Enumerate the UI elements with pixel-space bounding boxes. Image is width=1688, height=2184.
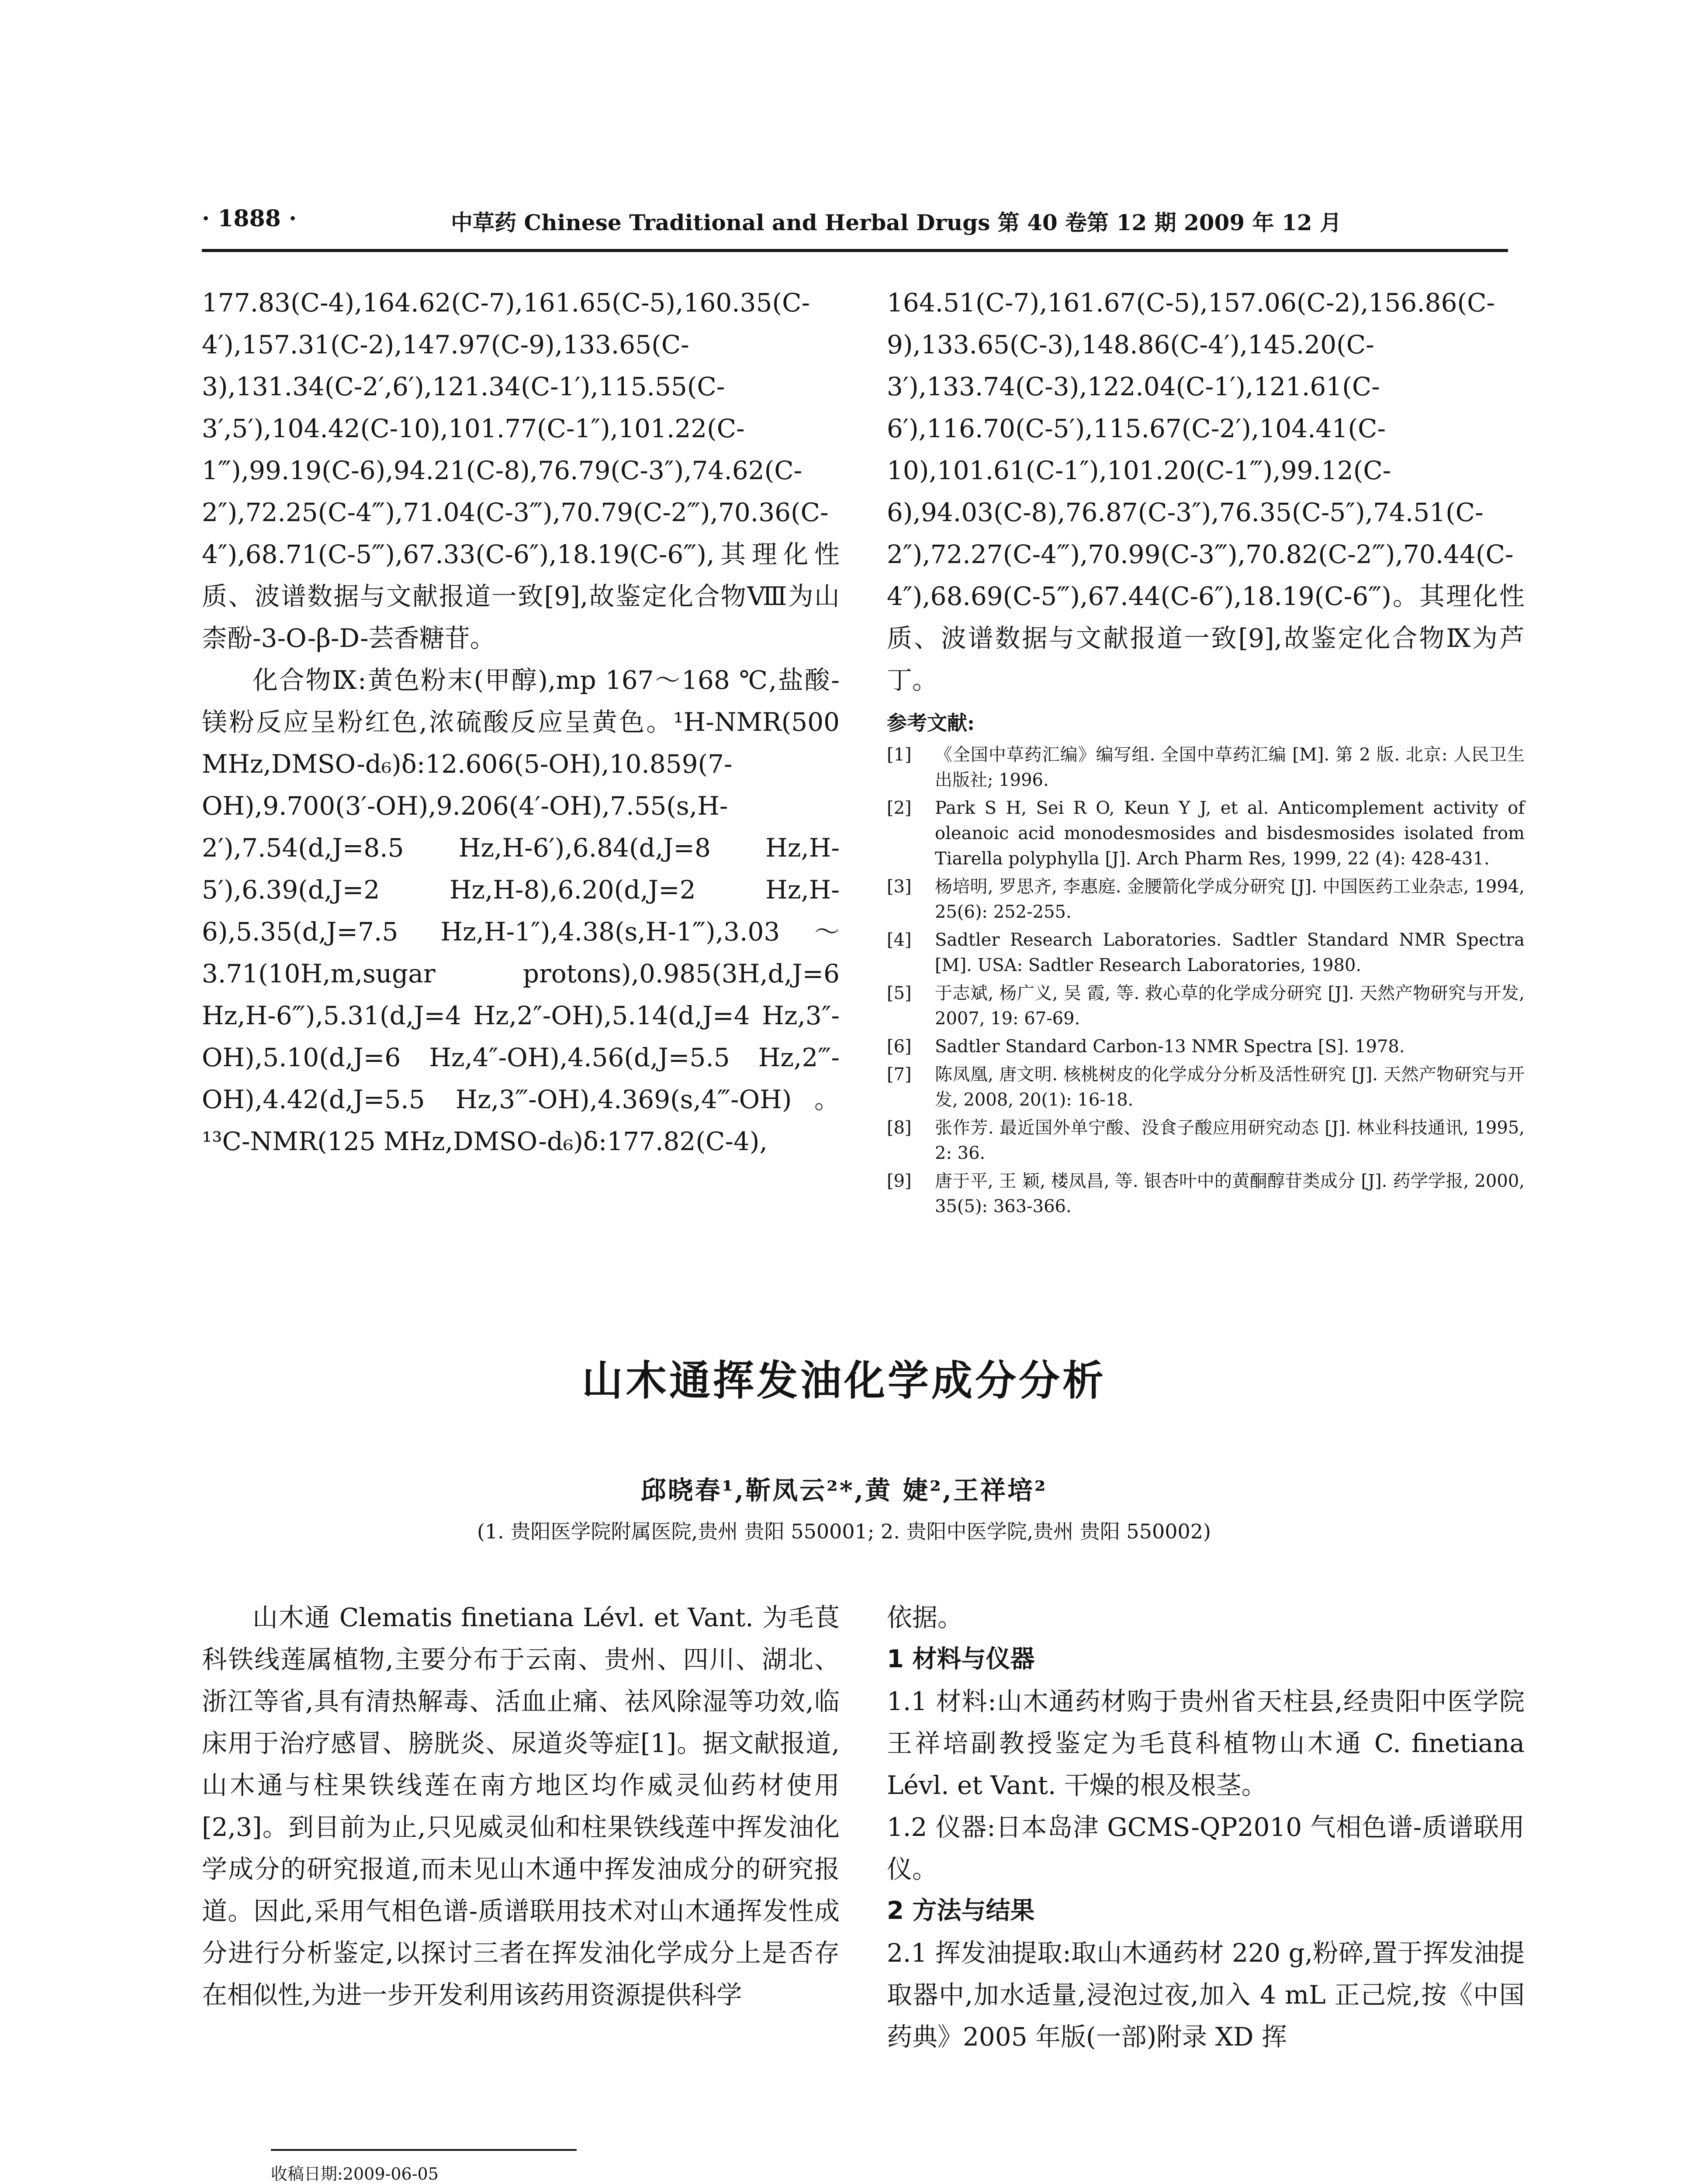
instruments-paragraph: 1.2 仪器:日本岛津 GCMS-QP2010 气相色谱-质谱联用仪。 bbox=[887, 1812, 1525, 1884]
references-heading: 参考文献: bbox=[887, 711, 975, 735]
reference-item: [1] 《全国中草药汇编》编写组. 全国中草药汇编 [M]. 第 2 版. 北京: 人民卫生出版社; 1996. bbox=[887, 745, 1525, 790]
reference-item: [8] 张作芳. 最近国外单宁酸、没食子酸应用研究动态 [J]. 林业科技通讯, 1995, 2: 36. bbox=[887, 1118, 1525, 1163]
reference-item: [5] 于志斌, 杨广义, 吴 霞, 等. 救心草的化学成分研究 [J]. 天然产物研究与开发, 2007, 19: 67-69. bbox=[887, 983, 1525, 1029]
reference-item: [7] 陈凤凰, 唐文明. 核桃树皮的化学成分分析及活性研究 [J]. 天然产物研究与开发, 2008, 20(1): 16-18. bbox=[887, 1064, 1525, 1110]
materials-paragraph: 1.1 材料:山木通药材购于贵州省天柱县,经贵阳中医学院王祥培副教授鉴定为毛茛科植物山木通 C. finetiana Lévl. et Vant. 干燥的根及根茎。 bbox=[887, 1686, 1525, 1800]
top-right-column bbox=[887, 282, 1525, 1222]
received-date: 收稿日期:2009-06-05 bbox=[271, 2164, 439, 2184]
running-header bbox=[202, 201, 1508, 240]
intro-paragraph-end: 依据。 bbox=[887, 1603, 963, 1632]
footnotes bbox=[271, 2162, 1494, 2184]
reference-item: [9] 唐于平, 王 颖, 楼凤昌, 等. 银杏叶中的黄酮醇苷类成分 [J]. 药学学报, 2000, 35(5): 363-366. bbox=[887, 1171, 1525, 1216]
article-title: 山木通挥发油化学成分分析 bbox=[581, 1357, 1106, 1405]
author-line: 邱晓春¹,靳凤云²*,黄 婕²,王祥培² bbox=[640, 1476, 1048, 1505]
footnote-rule bbox=[271, 2149, 577, 2151]
nmr-data-continued: 164.51(C-7),161.67(C-5),157.06(C-2),156.86(C-9),133.65(C-3),148.86(C-4′),145.20(C-3′),133.74(C-3),122.04(C-1′),121.61(C-6′),116.70(C-5′),115.67(C-2′),104.41(C-10),101.61(C-1″),101.20(C-1‴),99.12(C-6),94.03(C-8),76.87(C-3″),76.35(C-5″),74.51(C-2″),72.27(C-4‴),70.99(C-3‴),70.82(C-2‴),70.44(C-4″),68.69(C-5‴),67.44(C-6″),18.19(C-6‴)。其理化性质、波谱数据与文献报道一致[9],故鉴定化合物Ⅸ为芦丁。 bbox=[887, 288, 1525, 695]
top-left-column bbox=[202, 282, 840, 1162]
nmr-data-paragraph: 177.83(C-4),164.62(C-7),161.65(C-5),160.35(C-4′),157.31(C-2),147.97(C-9),133.65(C-3),131.34(C-2′,6′),121.34(C-1′),115.55(C-3′,5′),104.42(C-10),101.77(C-1″),101.22(C-1‴),99.19(C-6),94.21(C-8),76.79(C-3″),74.62(C-2″),72.25(C-4‴),71.04(C-3‴),70.79(C-2‴),70.36(C-4″),68.71(C-5‴),67.33(C-6″),18.19(C-6‴),其理化性质、波谱数据与文献报道一致[9],故鉴定化合物Ⅷ为山柰酚-3-O-β-D-芸香糖苷。 bbox=[202, 288, 840, 653]
section-heading: 1 材料与仪器 bbox=[887, 1645, 1035, 1673]
reference-item: [4] Sadtler Research Laboratories. Sadtler Standard NMR Spectra [M]. USA: Sadtler Research Laboratories, 1980. bbox=[887, 930, 1525, 975]
body-right-column bbox=[887, 1597, 1525, 2058]
reference-list bbox=[887, 742, 1525, 1219]
compound-9-paragraph: 化合物Ⅸ:黄色粉末(甲醇),mp 167～168 ℃,盐酸-镁粉反应呈粉红色,浓硫酸反应呈黄色。¹H-NMR(500 MHz,DMSO-d₆)δ:12.606(5-OH),10.859(7-OH),9.700(3′-OH),9.206(4′-OH),7.55(s,H-2′),7.54(d,J=8.5 Hz,H-6′),6.84(d,J=8 Hz,H-5′),6.39(d,J=2 Hz,H-8),6.20(d,J=2 Hz,H-6),5.35(d,J=7.5 Hz,H-1″),4.38(s,H-1‴),3.03～3.71(10H,m,sugar protons),0.985(3H,d,J=6 Hz,H-6‴),5.31(d,J=4 Hz,2″-OH),5.14(d,J=4 Hz,3″-OH),5.10(d,J=6 Hz,4″-OH),4.56(d,J=5.5 Hz,2‴-OH),4.42(d,J=5.5 Hz,3‴-OH),4.369(s,4‴-OH)。¹³C-NMR(125 MHz,DMSO-d₆)δ:177.82(C-4), bbox=[202, 665, 840, 1156]
reference-item: [3] 杨培明, 罗思齐, 李惠庭. 金腰箭化学成分研究 [J]. 中国医药工业杂志, 1994, 25(6): 252-255. bbox=[887, 877, 1525, 922]
body-left-column bbox=[202, 1597, 840, 2016]
intro-paragraph: 山木通 Clematis finetiana Lévl. et Vant. 为毛茛科铁线莲属植物,主要分布于云南、贵州、四川、湖北、浙江等省,具有清热解毒、活血止痛、祛风除湿等功效,临床用于治疗感冒、膀胱炎、尿道炎等症[1]。据文献报道,山木通与柱果铁线莲在南方地区均作威灵仙药材使用[2,3]。到目前为止,只见威灵仙和柱果铁线莲中挥发油化学成分的研究报道,而未见山木通中挥发油成分的研究报道。因此,采用气相色谱-质谱联用技术对山木通挥发性成分进行分析鉴定,以探讨三者在挥发油化学成分上是否存在相似性,为进一步开发利用该药用资源提供科学 bbox=[202, 1603, 840, 2010]
header-rule bbox=[202, 249, 1508, 252]
page-number: · 1888 · bbox=[202, 205, 297, 232]
affiliation-line: (1. 贵阳医学院附属医院,贵州 贵阳 550001; 2. 贵阳中医学院,贵州 贵阳 550002) bbox=[477, 1520, 1211, 1543]
journal-title: 中草药 Chinese Traditional and Herbal Drugs 第 40 卷第 12 期 2009 年 12 月 bbox=[451, 210, 1342, 235]
extraction-paragraph: 2.1 挥发油提取:取山木通药材 220 g,粉碎,置于挥发油提取器中,加水适量,浸泡过夜,加入 4 mL 正己烷,按《中国药典》2005 年版(一部)附录 XD 挥 bbox=[887, 1938, 1525, 2052]
reference-item: [2] Park S H, Sei R O, Keun Y J, et al. Anticomplement activity of oleanoic acid monodesmosides and bisdesmosides isolated from Tiarella polyphylla [J]. Arch Pharm Res, 1999, 22 (4): 428-431. bbox=[887, 798, 1525, 869]
reference-item: [6] Sadtler Standard Carbon-13 NMR Spectra [S]. 1978. bbox=[887, 1037, 1405, 1057]
section-heading: 2 方法与结果 bbox=[887, 1897, 1035, 1925]
